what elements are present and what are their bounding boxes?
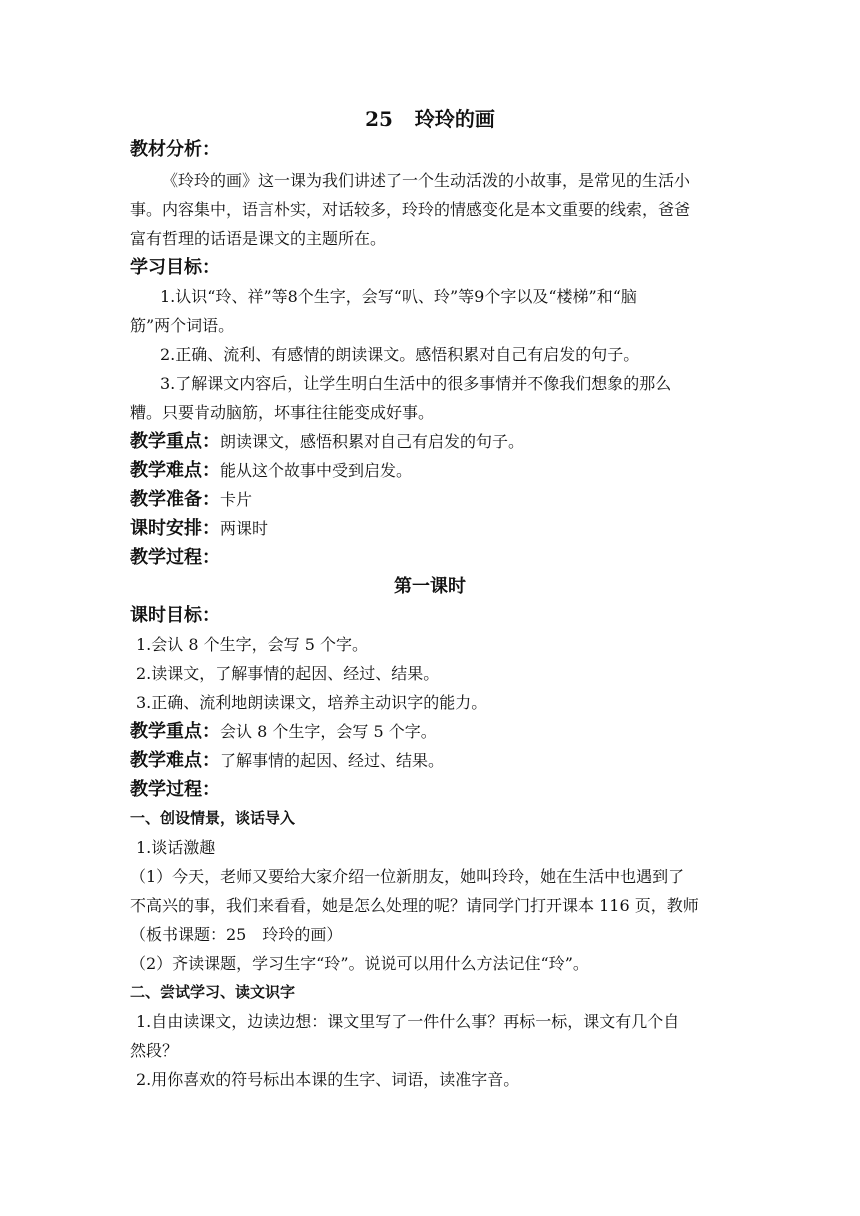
schedule-value: 两课时	[220, 519, 269, 538]
part2-line: 然段？	[130, 1041, 179, 1060]
key-points-value: 朗读课文，感悟积累对自己有启发的句子。	[220, 432, 525, 451]
document-content	[130, 104, 730, 1094]
lesson1-heading: 第一课时	[394, 576, 466, 597]
key-points-label: 教学重点：	[130, 431, 220, 452]
goal-line: 2.正确、流利、有感情的朗读课文。感悟积累对自己有启发的句子。	[160, 345, 640, 364]
difficult-points-value: 能从这个故事中受到启发。	[220, 461, 413, 480]
lesson1-key-points	[130, 717, 730, 746]
part1-heading: 一、创设情景，谈话导入	[130, 809, 296, 827]
page-title	[130, 104, 730, 134]
analysis-line: 事。内容集中，语言朴实，对话较多，玲玲的情感变化是本文重要的线索，爸爸	[130, 200, 691, 219]
lesson1-goal-line: 3.正确、流利地朗读课文，培养主动识字的能力。	[136, 693, 488, 712]
analysis-line: 富有哲理的话语是课文的主题所在。	[130, 229, 387, 248]
lesson1-goal-line: 1.会认 8 个生字，会写 5 个字。	[136, 635, 368, 654]
lesson1-goal-line: 2.读课文，了解事情的起因、经过、结果。	[136, 664, 440, 683]
goal-line: 糟。只要肯动脑筋，坏事往往能变成好事。	[130, 403, 435, 422]
lesson1-diff-value: 了解事情的起因、经过、结果。	[220, 751, 445, 770]
process-heading: 教学过程：	[130, 547, 220, 568]
part2-line: 2.用你喜欢的符号标出本课的生字、词语，读准字音。	[136, 1070, 520, 1089]
part1-line: （1）今天，老师又要给大家介绍一位新朋友，她叫玲玲，她在生活中也遇到了	[130, 867, 685, 886]
part1-line: （2）齐读课题，学习生字“玲”。说说可以用什么方法记住“玲”。	[130, 954, 589, 973]
lesson1-diff-label: 教学难点：	[130, 750, 220, 771]
preparation-value: 卡片	[220, 490, 253, 509]
schedule-label: 课时安排：	[130, 518, 220, 539]
lesson1-key-value: 会认 8 个生字，会写 5 个字。	[220, 722, 437, 741]
part2-heading: 二、尝试学习、读文识字	[130, 983, 296, 1001]
goal-line: 3.了解课文内容后，让学生明白生活中的很多事情并不像我们想象的那么	[160, 374, 672, 393]
part1-line: （板书课题：25 玲玲的画）	[130, 925, 343, 944]
preparation	[130, 485, 730, 514]
preparation-label: 教学准备：	[130, 489, 220, 510]
key-points	[130, 427, 730, 456]
schedule	[130, 514, 730, 543]
goal-line: 筋”两个词语。	[130, 316, 235, 335]
analysis-heading: 教材分析：	[130, 139, 220, 160]
part1-line: 不高兴的事，我们来看看，她是怎么处理的呢？请同学门打开课本 116 页，教师	[130, 896, 699, 915]
lesson1-process-heading: 教学过程：	[130, 779, 220, 800]
lesson1-goals-heading: 课时目标：	[130, 605, 220, 626]
title-text: 玲玲的画	[414, 107, 495, 131]
goals-heading: 学习目标：	[130, 257, 220, 278]
lesson1-difficult-points	[130, 746, 730, 775]
part2-line: 1.自由读课文，边读边想：课文里写了一件什么事？再标一标，课文有几个自	[136, 1012, 680, 1031]
title-number: 25	[365, 107, 393, 131]
goal-line: 1.认识“玲、祥”等8个生字，会写“叭、玲”等9个字以及“楼梯”和“脑	[160, 287, 637, 306]
difficult-points-label: 教学难点：	[130, 460, 220, 481]
difficult-points	[130, 456, 730, 485]
part1-line: 1.谈话激趣	[136, 838, 216, 857]
analysis-line: 《玲玲的画》这一课为我们讲述了一个生动活泼的小故事，是常见的生活小	[162, 171, 691, 190]
lesson1-key-label: 教学重点：	[130, 721, 220, 742]
